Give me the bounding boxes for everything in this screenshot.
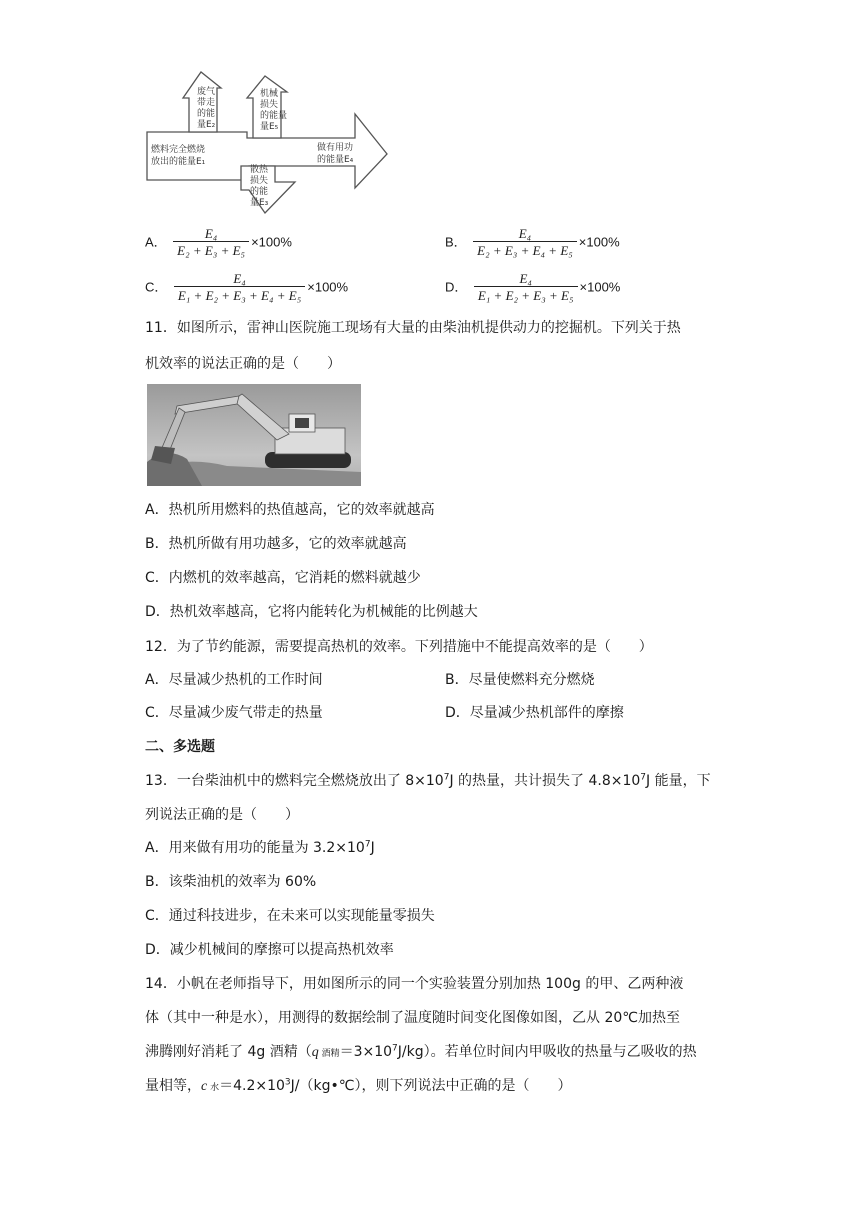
q11-stem-line1: 11．如图所示，雷神山医院施工现场有大量的由柴油机提供动力的挖掘机。下列关于热 xyxy=(145,320,681,336)
q12-option-c[interactable]: C．尽量减少废气带走的热量 xyxy=(145,705,323,721)
mech-box-line3: 的能量 xyxy=(260,111,288,121)
q12-option-d[interactable]: D．尽量减少热机部件的摩擦 xyxy=(445,705,624,721)
q13-option-c[interactable]: C．通过科技进步，在未来可以实现能量零损失 xyxy=(145,908,435,924)
waste-box-line3: 的能 xyxy=(197,109,216,119)
q10-option-c[interactable]: C． $\frac{\text{E₄}}{\text{E₁ + E₂ + E₃ + E₄ + E₅}}$ ×100% xyxy=(145,271,349,303)
useful-box-line1: 做有用功 xyxy=(317,143,354,153)
waste-box-line4: 量E₂ xyxy=(197,120,216,130)
q13-option-a[interactable]: A．用来做有用功的能量为 $3.2\times 10^7J$ xyxy=(145,839,375,856)
energy-flow-diagram xyxy=(145,70,390,215)
heat-box-line1: 散热 xyxy=(250,165,269,175)
q12-stem: 12．为了节约能源，需要提高热机的效率。下列措施中不能提高效率的是（ ） xyxy=(145,639,653,655)
q14-stem-line4: 量相等，c 水$=4.2\times 10^3J/(kg•℃)$，则下列说法中正确的是（ ） xyxy=(145,1077,572,1094)
excavator-photo xyxy=(147,384,361,486)
useful-box-line2: 的能量E₄ xyxy=(317,155,354,165)
main-box-line1: 燃料完全燃烧 xyxy=(151,145,206,155)
q10-option-d[interactable]: D． $\frac{\text{E₄}}{\text{E₁ + E₂ + E₃ + E₅}}$ ×100% xyxy=(445,271,621,303)
q14-stem-line1: 14．小帆在老师指导下，用如图所示的同一个实验装置分别加热 100g 的甲、乙两种液 xyxy=(145,976,684,992)
q11-option-d[interactable]: D．热机效率越高，它将内能转化为机械能的比例越大 xyxy=(145,604,478,620)
q11-option-b[interactable]: B．热机所做有用功越多，它的效率就越高 xyxy=(145,536,407,552)
q11-option-a[interactable]: A．热机所用燃料的热值越高，它的效率就越高 xyxy=(145,502,435,518)
waste-box-line1: 废气 xyxy=(197,87,216,97)
fraction: $\frac{\text{E₄}}{\text{E₁ + E₂ + E₃ + E₄ + E₅}}$ xyxy=(174,271,305,304)
q13-option-b[interactable]: B．该柴油机的效率为 60% xyxy=(145,874,317,890)
fraction: $\frac{\text{E₄}}{\text{E₁ + E₂ + E₃ + E₅}}$ xyxy=(474,271,578,304)
mech-box-line1: 机械 xyxy=(260,89,279,99)
q13-option-d[interactable]: D．减少机械间的摩擦可以提高热机效率 xyxy=(145,942,394,958)
mech-box-line2: 损失 xyxy=(260,100,279,110)
section-title-multiple-choice: 二、多选题 xyxy=(145,739,215,755)
q10-option-a[interactable]: A． $\frac{\text{E₄}}{\text{E₂ + E₃ + E₅}}$ ×100% xyxy=(145,226,292,258)
q11-option-c[interactable]: C．内燃机的效率越高，它消耗的燃料就越少 xyxy=(145,570,421,586)
q12-option-a[interactable]: A．尽量减少热机的工作时间 xyxy=(145,672,323,688)
heat-box-line4: 量E₃ xyxy=(250,198,269,208)
q13-stem-line1: 13．一台柴油机中的燃料完全燃烧放出了 $8\times 10^7J$ 的热量，共计损失了 $4.8\times 10^7J$ 能量，下 xyxy=(145,772,711,789)
q14-stem-line2: 体（其中一种是水），用测得的数据绘制了温度随时间变化图像如图，乙从 20℃加热至 xyxy=(145,1010,680,1026)
heat-box-line3: 的能 xyxy=(250,187,269,197)
q11-stem-line2: 机效率的说法正确的是（ ） xyxy=(145,356,341,372)
main-box-line2: 放出的能量E₁ xyxy=(151,157,206,167)
q12-option-b[interactable]: B．尽量使燃料充分燃烧 xyxy=(445,672,595,688)
q10-option-b[interactable]: B． $\frac{\text{E₄}}{\text{E₂ + E₃ + E₄ + E₅}}$ ×100% xyxy=(445,226,620,258)
fraction: $\frac{\text{E₄}}{\text{E₂ + E₃ + E₅}}$ xyxy=(173,226,249,259)
heat-box-line2: 损失 xyxy=(250,176,269,186)
waste-box-line2: 带走 xyxy=(197,98,216,108)
q13-stem-line2: 列说法正确的是（ ） xyxy=(145,807,299,823)
q14-stem-line3: 沸腾刚好消耗了 4g 酒精（q 酒精$=3\times 10^7J/kg$）。若单位时间内甲吸收的热量与乙吸收的热 xyxy=(145,1043,697,1060)
fraction: $\frac{\text{E₄}}{\text{E₂ + E₃ + E₄ + E₅}}$ xyxy=(473,226,577,259)
mech-box-line4: 量E₅ xyxy=(260,122,279,132)
